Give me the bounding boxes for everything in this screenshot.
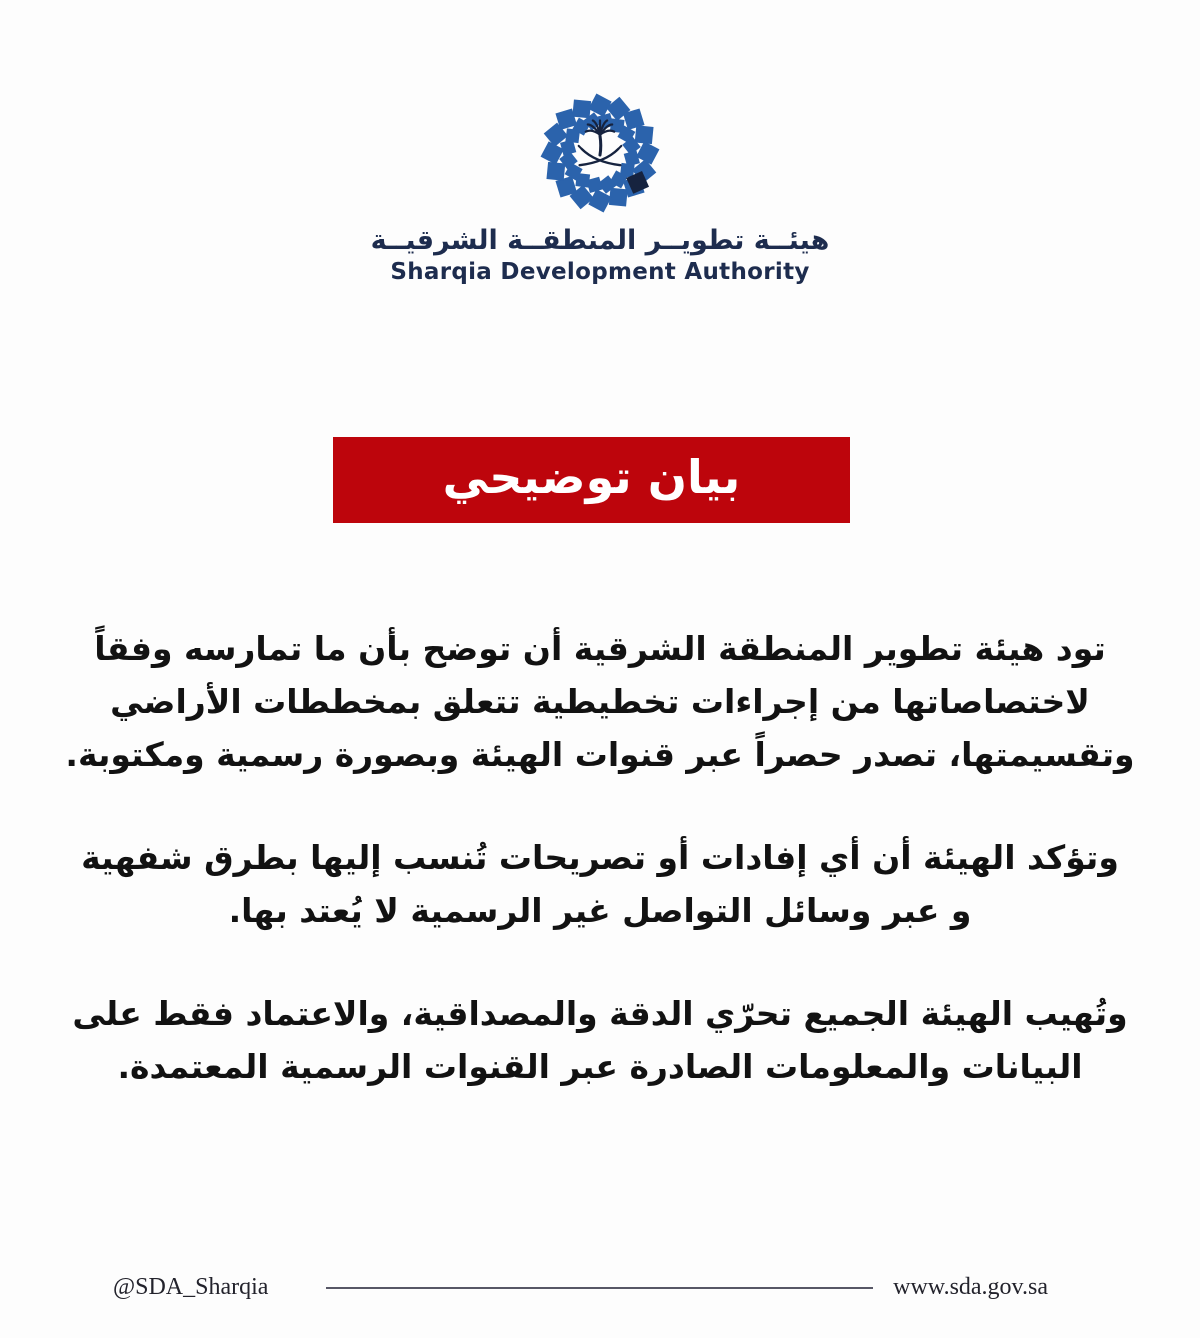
paragraph-line: وتؤكد الهيئة أن أي إفادات أو تصريحات تُنسب إليها بطرق شفهية	[81, 838, 1119, 877]
brand-name-arabic: هيئــة تطويــر المنطقــة الشرقيــة	[370, 225, 830, 256]
statement-paragraph-1	[0, 622, 1200, 781]
paragraph-line: وتقسيمتها، تصدر حصراً عبر قنوات الهيئة وبصورة رسمية ومكتوبة.	[65, 735, 1135, 774]
statement-paragraph-2	[0, 831, 1200, 937]
paragraph-line: لاختصاصاتها من إجراءات تخطيطية تتعلق بمخططات الأراضي	[110, 682, 1090, 721]
paragraph-line: تود هيئة تطوير المنطقة الشرقية أن توضح بأن ما تمارسه وفقاً	[94, 629, 1106, 668]
paragraph-line: وتُهيب الهيئة الجميع تحرّي الدقة والمصداقية، والاعتماد فقط على	[72, 994, 1128, 1033]
statement-body	[0, 622, 1200, 1143]
footer-divider	[326, 1287, 873, 1289]
brand-name-english: Sharqia Development Authority	[390, 259, 810, 285]
geometric-ring	[539, 92, 661, 214]
statement-title: بيان توضيحي	[442, 450, 741, 504]
sda-logo-icon	[537, 90, 663, 216]
statement-title-banner	[333, 437, 850, 523]
paragraph-line: البيانات والمعلومات الصادرة عبر القنوات الرسمية المعتمدة.	[117, 1047, 1083, 1086]
twitter-handle[interactable]: @SDA_Sharqia	[113, 1274, 269, 1300]
brand-header	[0, 90, 1200, 285]
website-link[interactable]: www.sda.gov.sa	[893, 1274, 1048, 1300]
paragraph-line: و عبر وسائل التواصل غير الرسمية لا يُعتد بها.	[228, 891, 972, 930]
footer	[113, 1274, 1048, 1301]
statement-paragraph-3	[0, 987, 1200, 1093]
